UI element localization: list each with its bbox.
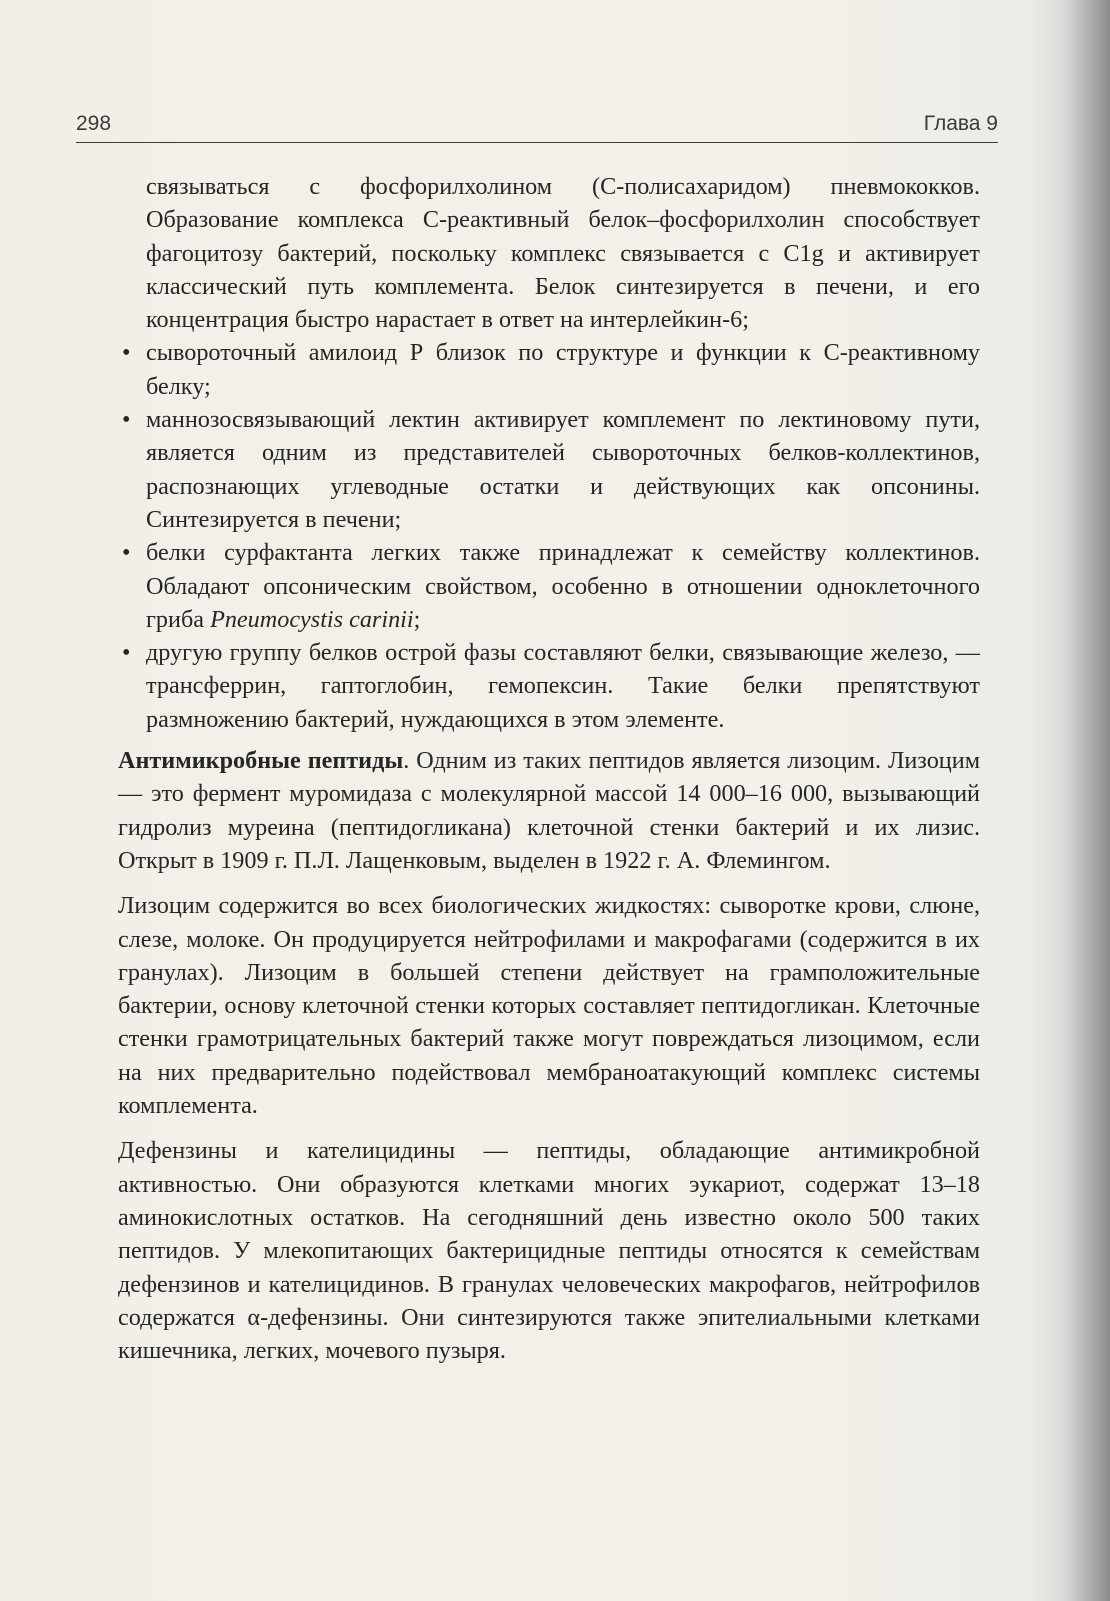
list-item	[118, 536, 980, 636]
inline-heading: Антимикробные пептиды	[118, 747, 404, 775]
page-body	[118, 170, 980, 1367]
running-header	[76, 112, 998, 143]
list-item	[118, 336, 980, 403]
bullet-icon: •	[122, 406, 131, 434]
paragraph-text: . Одним из таких пептидов является лизоцим. Лизоцим — это фермент муромидаза с молекулярной массой 14 000–16 000, вызывающий гидролиз муреина (пептидогликана) клеточной стенки бактерий и их лизис. Открыт в 1909 г. П.Л. Лащенковым, выделен в 1922 г. А. Флемингом.	[118, 747, 980, 874]
paragraph-antimicrobial-peptides	[118, 744, 980, 877]
paragraph-defensins: Дефензины и кателицидины — пептиды, обладающие антимикробной активностью. Они образуются клетками многих эукариот, содержат 13–18 аминокислотных остатков. На сегодняшний день известно около 500 таких пептидов. У млекопитающих бактерицидные пептиды относятся к семействам дефензинов и кателицидинов. В гранулах человеческих макрофагов, нейтрофилов содержатся α-дефензины. Они синтезируются также эпителиальными клетками кишечника, легких, мочевого пузыря.	[118, 1137, 980, 1365]
list-item	[118, 636, 980, 736]
paragraph-lysozyme: Лизоцим содержится во всех биологических жидкостях: сыворотке крови, слюне, слезе, молоке. Он продуцируется нейтрофилами и макрофагами (содержится в их гранулах). Лизоцим в большей степени действует на грамположительные бактерии, основу клеточной стенки которых составляет пептидогликан. Клеточные стенки грамотрицательных бактерий также могут повреждаться лизоцимом, если на них предварительно подействовал мембраноатакующий комплекс системы комплемента.	[118, 892, 980, 1120]
list-item	[118, 403, 980, 536]
bullet-icon: •	[122, 639, 131, 667]
continued-list-item: связываться с фосфорилхолином (С-полисахаридом) пневмококков. Образование комплекса С-реактивный белок–фосфорилхолин способствует фагоцитозу бактерий, поскольку комплекс связывается с C1g и активирует классический путь комплемента. Белок синтезируется в печени, и его концентрация быстро нарастает в ответ на интерлейкин-6;	[146, 173, 980, 334]
chapter-title: Глава 9	[923, 112, 998, 135]
species-name: Pneumocystis carinii	[210, 605, 414, 633]
list-item-text: белки сурфактанта легких также принадлежат к семейству коллектинов. Обладают опсоническим свойством, особенно в отношении одноклеточного гриба	[146, 539, 980, 633]
bullet-list	[118, 336, 980, 736]
list-item-text: сывороточный амилоид Р близок по структуре и функции к С-реактивному белку;	[146, 339, 980, 400]
list-item-text: маннозосвязывающий лектин активирует комплемент по лектиновому пути, является одним из представителей сывороточных белков-коллектинов, распознающих углеводные остатки и действующих как опсонины. Синтезируется в печени;	[146, 406, 980, 533]
page-number: 298	[76, 112, 112, 135]
bullet-icon: •	[122, 539, 131, 567]
list-item-text-end: ;	[413, 605, 421, 633]
list-item-text: другую группу белков острой фазы составляют белки, связывающие железо, — трансферрин, гаптоглобин, гемопексин. Такие белки препятствуют размножению бактерий, нуждающихся в этом элементе.	[146, 639, 980, 733]
bullet-icon: •	[122, 339, 131, 367]
